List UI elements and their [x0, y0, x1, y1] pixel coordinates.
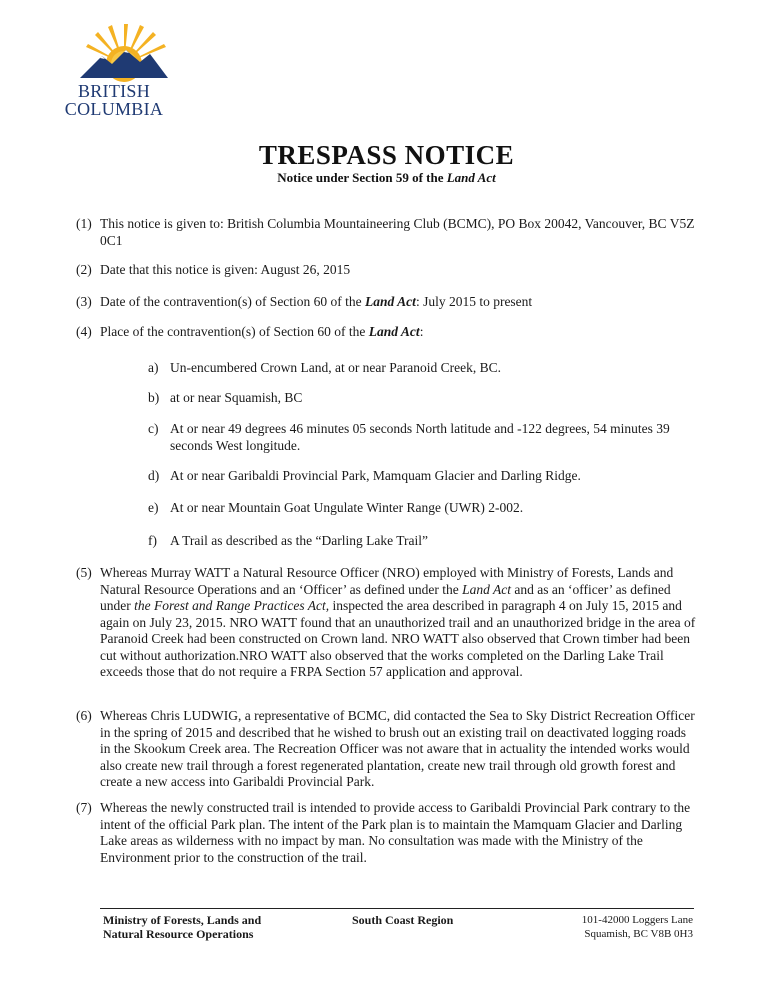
ministry-line-2: Natural Resource Operations	[103, 927, 254, 941]
ministry-line-1: Ministry of Forests, Lands and	[103, 913, 262, 927]
land-act-reference: Land Act	[368, 324, 420, 339]
item-number: (6)	[76, 708, 92, 723]
notice-item-7	[76, 800, 696, 866]
notice-item-1	[76, 216, 696, 249]
item-number: (2)	[76, 262, 92, 277]
document-title: TRESPASS NOTICE	[258, 140, 515, 170]
notice-item-4	[76, 324, 696, 341]
place-label: e)	[148, 500, 159, 515]
address-line-2: Squamish, BC V8B 0H3	[584, 928, 693, 940]
item-text: Date that this notice is given: August 26, 2015	[100, 262, 351, 277]
item-text-rest: inspected the area described in paragraph 4 on July 15, 2015 and again on July 23, 2015. NRO WATT found that an unauthorized trail and an unauthorized bridge in the area of Paranoid Creek had been constructed on Crown land. NRO WATT also observed that Crown timber had been cut without authorization.NRO WATT also observed that the works completed on the Darling Lake Trail exceeds those that do not require a FRPA Section 57 application and approval.	[100, 598, 696, 679]
frpa-reference: the Forest and Range Practices Act,	[134, 598, 330, 613]
place-text: At or near Garibaldi Provincial Park, Mamquam Glacier and Darling Ridge.	[170, 468, 581, 483]
land-act-reference: Land Act	[365, 294, 416, 309]
item-text-suffix: :	[419, 324, 424, 339]
item-text: This notice is given to: British Columbia Mountaineering Club (BCMC), PO Box 20042, Vancouver, BC V5Z 0C1	[100, 216, 695, 248]
sun-mountain-logo-icon	[78, 20, 170, 82]
item-text: Whereas Chris LUDWIG, a representative of BCMC, did contacted the Sea to Sky District Recreation Officer in the spring of 2015 and described that he wished to brush out an existing trail on deactivated logging roads in the Skookum Creek area. The Recreation Officer was not aware that in actuality the intended works would also create new trail through a forest regenerated plantation, create new trail through old growth forest and create a new access into Garibaldi Provincial Park.	[100, 708, 695, 789]
item-number: (5)	[76, 565, 92, 580]
place-text: Un-encumbered Crown Land, at or near Paranoid Creek, BC.	[170, 360, 502, 375]
place-item-f	[148, 533, 688, 550]
notice-item-2	[76, 262, 696, 279]
item-number: (7)	[76, 800, 92, 815]
place-text: At or near Mountain Goat Ungulate Winter Range (UWR) 2-002.	[170, 500, 524, 515]
place-label: a)	[148, 360, 159, 375]
footer-ministry	[103, 913, 303, 941]
item-text-suffix: : July 2015 to present	[415, 294, 533, 309]
place-label: c)	[148, 421, 159, 436]
notice-item-6	[76, 708, 696, 791]
notice-item-5	[76, 565, 696, 681]
document-subtitle	[0, 170, 773, 186]
item-text: Date of the contravention(s) of Section 60 of the	[100, 294, 366, 309]
bc-logo	[64, 20, 184, 118]
place-item-d	[148, 468, 688, 485]
place-text: at or near Squamish, BC	[170, 390, 303, 405]
footer-region: South Coast Region	[352, 913, 454, 927]
item-number: (1)	[76, 216, 92, 231]
place-item-c	[148, 421, 688, 454]
place-item-e	[148, 500, 688, 517]
logo-text-columbia: COLUMBIA	[64, 99, 164, 119]
item-number: (4)	[76, 324, 92, 339]
place-item-a	[148, 360, 688, 377]
place-label: d)	[148, 468, 160, 483]
subtitle-text: Notice under Section 59 of the	[277, 170, 447, 185]
place-label: b)	[148, 390, 160, 405]
footer-address	[520, 913, 693, 941]
footer-divider	[100, 908, 694, 909]
logo-text-british: BRITISH	[77, 81, 151, 101]
item-text: Whereas the newly constructed trail is intended to provide access to Garibaldi Provincial Park contrary to the intent of the official Park plan. The intent of the Park plan is to maintain the Mamquam Glacier and Darling Lake areas as wilderness with no impact by man. No consultation was made with the Ministry of the Environment prior to the construction of the trail.	[100, 800, 691, 865]
item-text: Place of the contravention(s) of Section 60 of the	[100, 324, 369, 339]
place-item-b	[148, 390, 688, 407]
land-act-reference: Land Act	[462, 581, 511, 597]
subtitle-act-name: Land Act	[446, 170, 496, 185]
item-text-middle: and as an ‘officer’ as defined under	[100, 581, 671, 613]
place-label: f)	[148, 533, 157, 548]
place-text: A Trail as described as the “Darling Lake Trail”	[170, 533, 428, 548]
item-number: (3)	[76, 294, 92, 309]
item-text: Whereas Murray WATT a Natural Resource Officer (NRO) employed with Ministry of Forests, Lands and Natural Resource Operations and an ‘Officer’ as defined under the	[100, 565, 674, 597]
notice-item-3	[76, 294, 696, 311]
address-line-1: 101-42000 Loggers Lane	[581, 914, 693, 926]
place-text: At or near 49 degrees 46 minutes 05 seconds North latitude and -122 degrees, 54 minutes 39 seconds West longitude.	[170, 421, 670, 453]
